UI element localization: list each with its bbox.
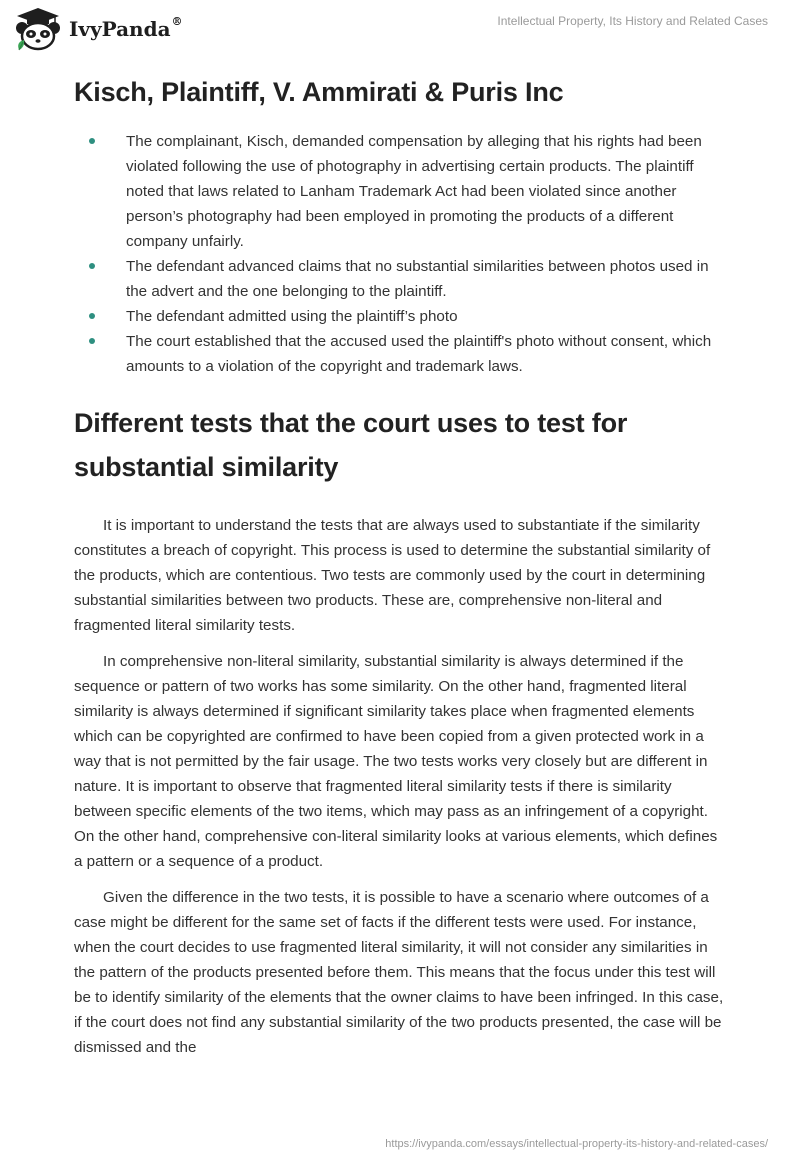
panda-graduate-icon [13,6,63,52]
bullet-icon [89,138,95,144]
list-item: The defendant advanced claims that no substantial similarities between photos used in the advert and the one belonging to the plaintiff. [74,254,724,304]
bullet-icon [89,313,95,319]
paragraph: It is important to understand the tests that are always used to substantiate if the similarity constitutes a breach of copyright. This process is used to determine the substantial similarity of the products, which are contentious. Two tests are commonly used by the court in determining substantial similarities between two products. These are, comprehensive non-literal and fragmented literal similarity tests. [74,517,711,634]
ivypanda-logo[interactable] [13,6,183,52]
running-title: Intellectual Property, Its History and Related Cases [497,14,768,28]
paragraph: In comprehensive non-literal similarity, substantial similarity is always determined if the sequence or pattern of two works has some similarity. On the other hand, fragmented literal similarity is always determined if significant similarity takes place when fragmented elements which can be copyrighted are confirmed to have been copied from a given protected work in a way that is not permitted by the fair usage. The two tests works very closely but are different in nature. It is important to observe that fragmented literal similarity tests if there is similarity between specific elements of the two items, which may pass as an infringement of a copyright. On the other hand, comprehensive con-literal similarity looks at various elements, which defines a pattern or a sequence of a product. [74,653,718,870]
list-item: The complainant, Kisch, demanded compensation by alleging that his rights had been violated following the use of photography in advertising certain products. The plaintiff noted that laws related to Lanham Trademark Act had been violated since another person’s photography had been employed in promoting the products of a different company unfairly. [74,129,724,254]
logo-wordmark: IvyPanda® [69,15,183,41]
paragraph: Given the difference in the two tests, it is possible to have a scenario where outcomes of a case might be different for the same set of facts if the different tests were used. For instance, when the court decides to use fragmented literal similarity, it will not consider any similarities in the pattern of the products presented before them. This means that the focus under this test will be to identify similarity of the elements that the owner claims to have been infringed. In this case, if the court does not find any substantial similarity of the two products presented, the case will be dismissed and the [74,889,724,1056]
page-header [0,0,800,60]
bullet-icon [89,263,95,269]
section-heading-kisch: Kisch, Plaintiff, V. Ammirati & Puris Inc [74,77,564,107]
case-facts-list [74,129,724,379]
list-item: The court established that the accused used the plaintiff's photo without consent, which amounts to a violation of the copyright and trademark laws. [74,329,724,379]
article-body [74,70,724,1060]
list-item: The defendant admitted using the plaintiff’s photo [74,304,724,329]
bullet-icon [89,338,95,344]
section-heading-tests: Different tests that the court uses to test for substantial similarity [74,408,628,482]
source-url[interactable]: https://ivypanda.com/essays/intellectual-property-its-history-and-related-cases/ [385,1138,768,1150]
